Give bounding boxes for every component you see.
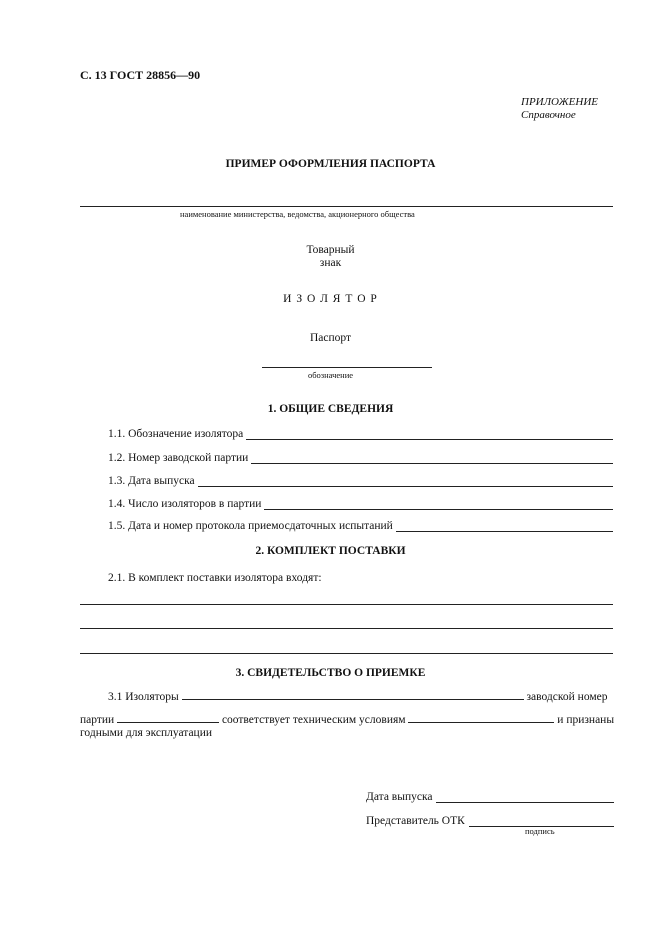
spec-blank xyxy=(408,721,554,723)
trademark-label-2: знак xyxy=(319,257,342,269)
acceptance-line-3: годными для эксплуатации xyxy=(80,727,213,739)
field-line xyxy=(198,485,613,487)
field-test-protocol xyxy=(108,520,613,532)
field-line xyxy=(246,438,613,440)
field-batch-number xyxy=(108,452,613,464)
field-line xyxy=(251,462,613,464)
factory-number-label: заводской номер xyxy=(526,691,608,703)
insulators-blank xyxy=(182,698,524,700)
recognized-label: и признаны xyxy=(557,714,615,726)
designation-line xyxy=(262,367,432,368)
acceptance-line-2 xyxy=(80,714,620,726)
field-label: 1.3. Дата выпуска xyxy=(108,475,195,487)
field-insulator-count xyxy=(108,498,613,510)
footer-representative xyxy=(366,815,614,827)
appendix-title: ПРИЛОЖЕНИЕ xyxy=(521,96,598,108)
designation-caption: обозначение xyxy=(307,370,354,380)
field-label: 1.2. Номер заводской партии xyxy=(108,452,249,464)
delivery-line-1 xyxy=(80,604,613,605)
field-insulator-designation xyxy=(108,428,613,440)
acceptance-label: 3.1 Изоляторы xyxy=(108,691,179,703)
product-name: И З О Л Я Т О Р xyxy=(283,293,378,305)
section-2-title: 2. КОМПЛЕКТ ПОСТАВКИ xyxy=(255,545,406,557)
field-label: 1.4. Число изоляторов в партии xyxy=(108,498,262,510)
organization-line xyxy=(80,206,613,207)
field-label: 1.5. Дата и номер протокола приемосдаточных испытаний xyxy=(108,520,393,532)
field-line xyxy=(264,508,613,510)
batch-blank xyxy=(117,721,219,723)
footer-release-date xyxy=(366,791,614,803)
signature-caption: подпись xyxy=(525,826,555,836)
delivery-set-label: 2.1. В комплект поставки изолятора входят: xyxy=(108,572,322,584)
representative-label: Представитель ОТК xyxy=(366,815,465,827)
spec-label: соответствует техническим условиям xyxy=(221,714,406,726)
field-label: 1.1. Обозначение изолятора xyxy=(108,428,244,440)
appendix-type: Справочное xyxy=(521,109,576,121)
organization-caption: наименование министерства, ведомства, акционерного общества xyxy=(180,209,415,219)
release-date-label: Дата выпуска xyxy=(366,791,433,803)
delivery-line-2 xyxy=(80,628,613,629)
delivery-line-3 xyxy=(80,653,613,654)
section-1-title: 1. ОБЩИЕ СВЕДЕНИЯ xyxy=(267,403,394,415)
document-title: ПРИМЕР ОФОРМЛЕНИЯ ПАСПОРТА xyxy=(225,158,436,170)
batch-label: партии xyxy=(80,714,115,726)
appendix-label xyxy=(521,96,598,122)
section-3-title: 3. СВИДЕТЕЛЬСТВО О ПРИЕМКЕ xyxy=(235,667,426,679)
page-reference: С. 13 ГОСТ 28856—90 xyxy=(80,68,201,82)
field-release-date xyxy=(108,475,613,487)
document-type: Паспорт xyxy=(309,332,352,344)
acceptance-line-1 xyxy=(108,691,613,703)
release-date-line xyxy=(436,801,614,803)
trademark-label-1: Товарный xyxy=(306,244,355,256)
field-line xyxy=(396,530,613,532)
